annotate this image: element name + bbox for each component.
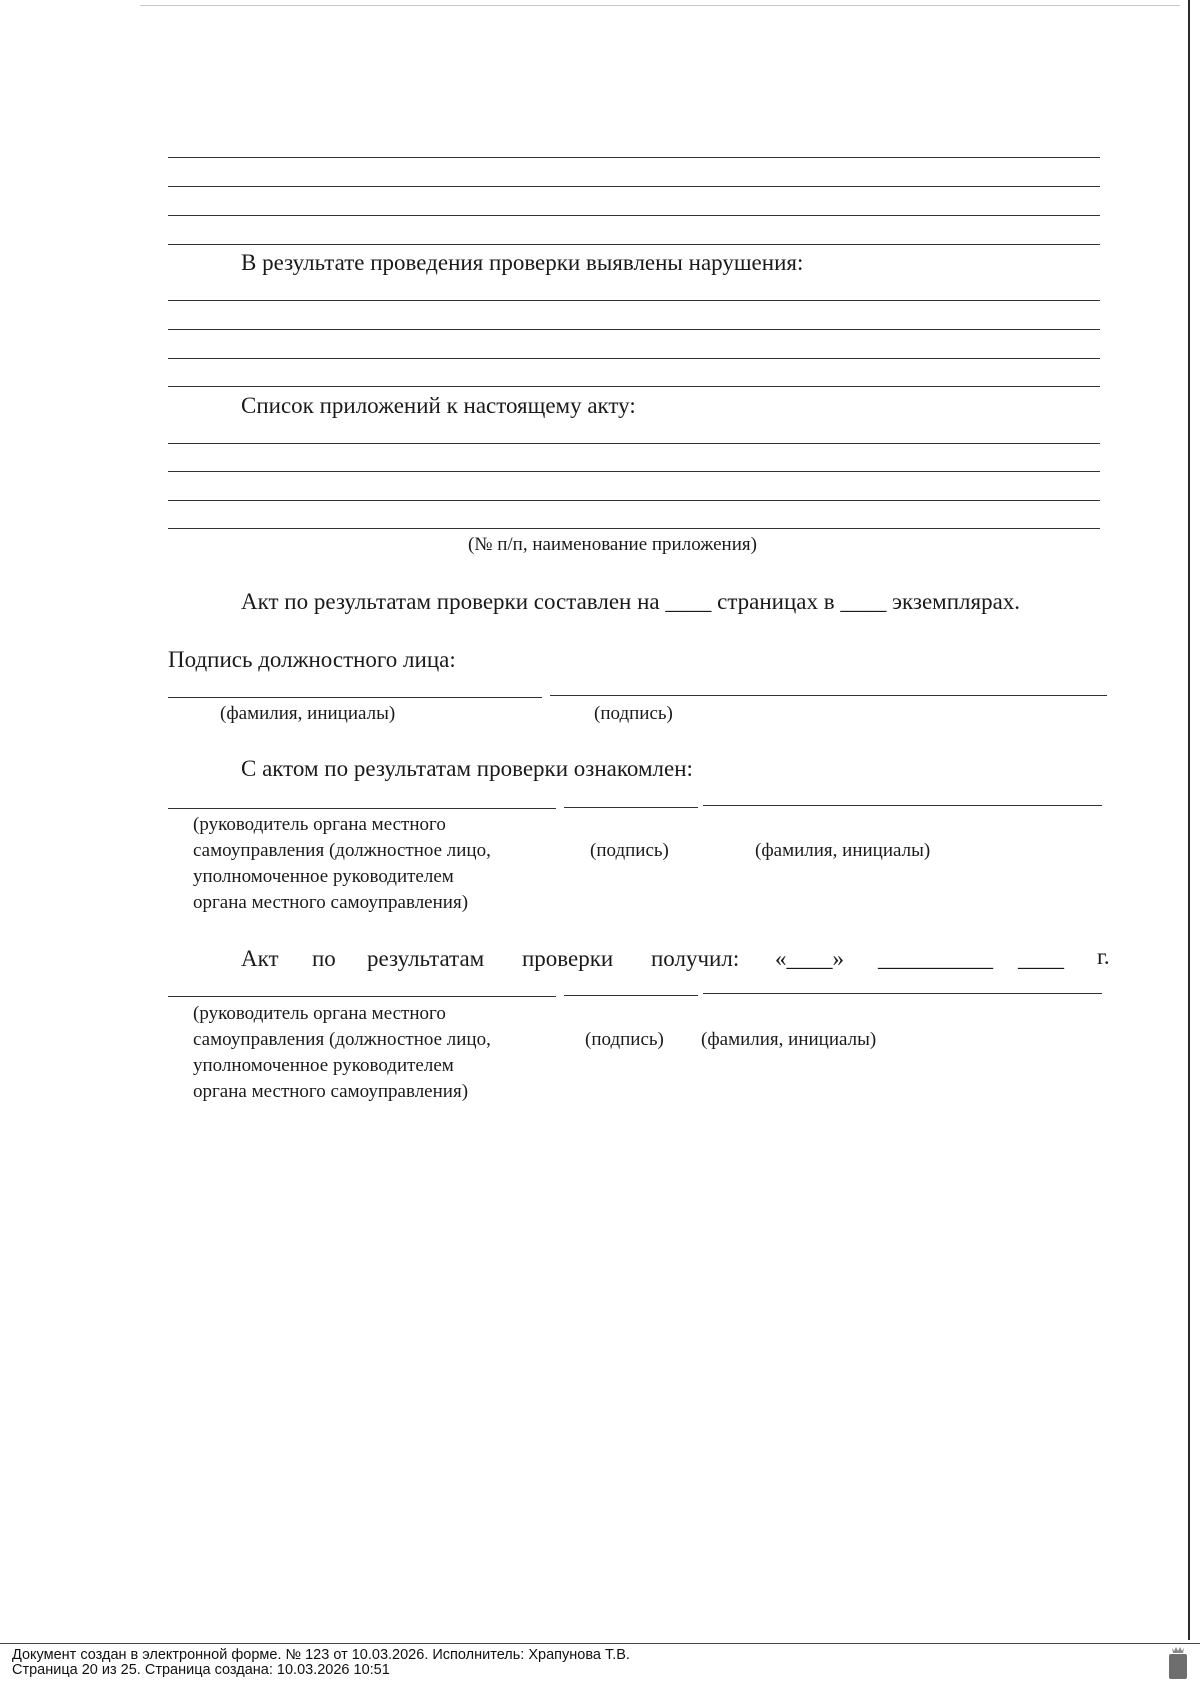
violations-blank-line <box>168 300 1100 301</box>
official-signature-label: Подпись должностного лица: <box>168 647 456 672</box>
appendices-blank-line <box>168 528 1100 529</box>
official-name-caption: (фамилия, инициалы) <box>220 703 396 724</box>
received-word-po: по <box>312 946 336 971</box>
familiarized-head-line <box>168 808 556 809</box>
appendices-blank-line <box>168 471 1100 472</box>
violations-label: В результате проведения проверки выявлены нарушения: <box>241 250 804 275</box>
received-sign-line <box>564 995 698 996</box>
received-word-act: Акт <box>241 946 279 971</box>
received-month-blank: __________ <box>878 946 993 971</box>
received-name-caption: (фамилия, инициалы) <box>701 1029 877 1050</box>
appendices-blank-line <box>168 500 1100 501</box>
violations-blank-line <box>168 386 1100 387</box>
blank-line <box>168 186 1100 187</box>
received-word-got: получил: <box>651 946 740 971</box>
violations-blank-line <box>168 358 1100 359</box>
received-name-line <box>703 993 1102 994</box>
blank-line <box>168 157 1100 158</box>
familiarized-sign-caption: (подпись) <box>590 840 669 861</box>
received-sign-caption: (подпись) <box>585 1029 664 1050</box>
blank-line <box>168 215 1100 216</box>
footer-line-1: Документ создан в электронной форме. № 123 от 10.03.2026. Исполнитель: Храпунова Т.В. <box>12 1647 630 1663</box>
received-year-suffix: г. <box>1097 944 1110 969</box>
blank-line <box>168 244 1100 245</box>
received-head-line <box>168 996 556 997</box>
received-year-blank: ____ <box>1018 946 1064 971</box>
received-word-results: результатам <box>367 946 485 971</box>
footer-line-2: Страница 20 из 25. Страница создана: 10.03.2026 10:51 <box>12 1662 390 1678</box>
page-border-right <box>1188 0 1190 1640</box>
official-name-line <box>168 697 542 698</box>
official-sign-line <box>550 695 1107 696</box>
document-stamp-icon <box>1168 1646 1188 1680</box>
familiarized-head-caption: (руководитель органа местного самоуправления (должностное лицо, уполномоченное руководителем органа местного самоуправления) <box>193 814 491 913</box>
familiarized-label: С актом по результатам проверки ознакомлен: <box>241 756 693 781</box>
appendices-blank-line <box>168 443 1100 444</box>
footer-divider <box>0 1643 1200 1644</box>
footer-info <box>12 1648 630 1678</box>
received-word-check: проверки <box>522 946 614 971</box>
page-border-top <box>140 5 1180 6</box>
appendices-label: Список приложений к настоящему акту: <box>241 393 636 418</box>
familiarized-name-line <box>703 805 1102 806</box>
violations-blank-line <box>168 329 1100 330</box>
received-head-caption: (руководитель органа местного самоуправления (должностное лицо, уполномоченное руководителем органа местного самоуправления) <box>193 1003 491 1102</box>
pages-sentence: Акт по результатам проверки составлен на ____ страницах в ____ экземплярах. <box>241 589 1021 614</box>
official-sign-caption: (подпись) <box>594 703 673 724</box>
familiarized-sign-line <box>564 807 698 808</box>
appendices-caption: (№ п/п, наименование приложения) <box>468 534 757 555</box>
received-day-blank: «____» <box>775 946 844 971</box>
familiarized-name-caption: (фамилия, инициалы) <box>755 840 931 861</box>
